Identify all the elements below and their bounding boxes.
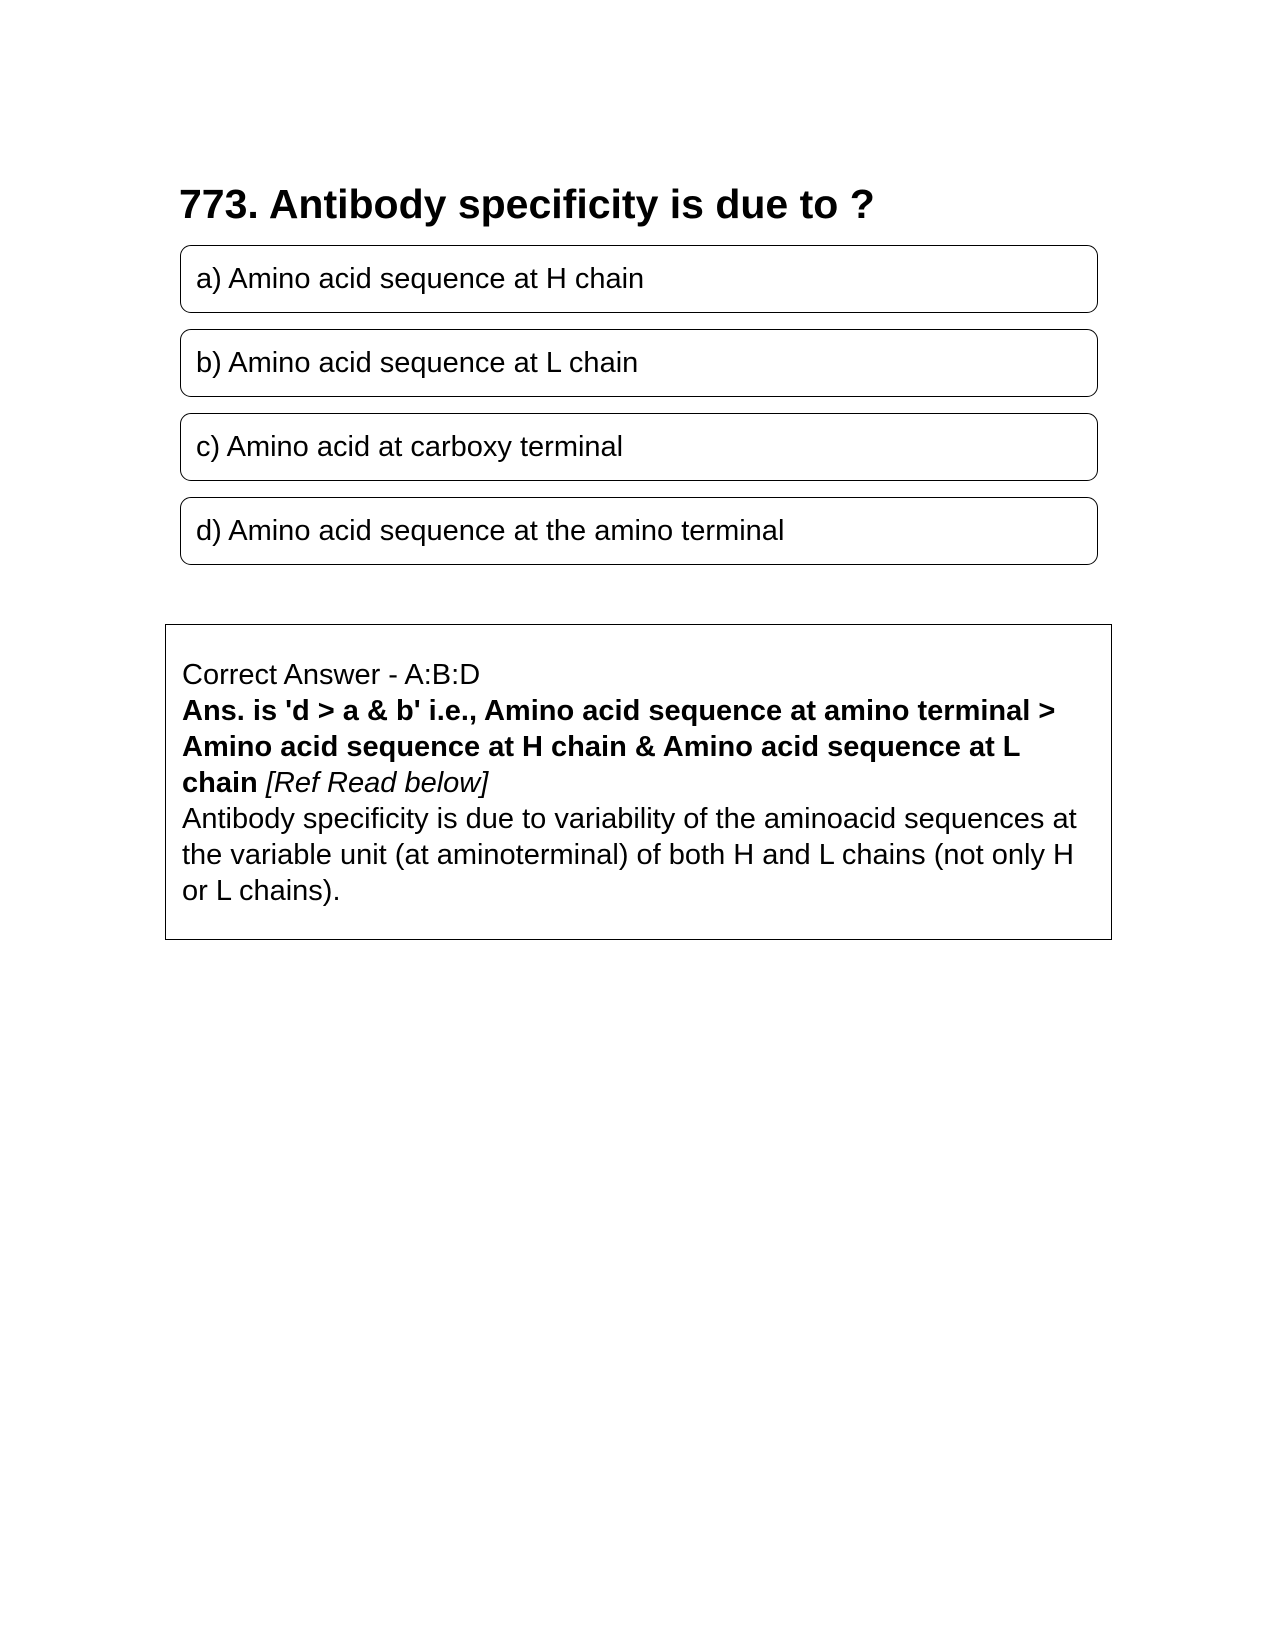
question-number: 773. [179, 181, 259, 227]
answer-box [165, 624, 1112, 940]
answer-bold-explanation: Ans. is 'd > a & b' i.e., Amino acid sequence at amino terminal > Amino acid sequence at H chain & Amino acid sequence at L chain [182, 695, 1056, 799]
options-list [180, 245, 1098, 581]
correct-answer-line: Correct Answer - A:B:D [182, 659, 481, 691]
answer-explanation-text: Antibody specificity is due to variability of the aminoacid sequences at the variable unit (at aminoterminal) of both H and L chains (not only H or L chains). [182, 803, 1077, 907]
option-c[interactable]: c) Amino acid at carboxy terminal [180, 413, 1098, 481]
option-b[interactable]: b) Amino acid sequence at L chain [180, 329, 1098, 397]
question-text: Antibody specificity is due to ? [268, 181, 875, 227]
answer-explanation-heading [182, 693, 1096, 801]
option-d[interactable]: d) Amino acid sequence at the amino terminal [180, 497, 1098, 565]
option-a[interactable]: a) Amino acid sequence at H chain [180, 245, 1098, 313]
question-title [179, 178, 875, 230]
answer-reference: [Ref Read below] [265, 767, 489, 799]
